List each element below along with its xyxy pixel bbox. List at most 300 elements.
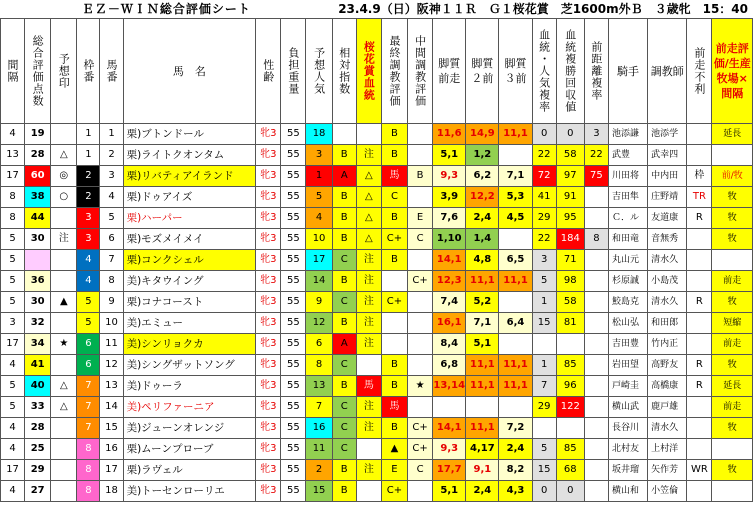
cell-ft3: 2,4	[499, 439, 532, 460]
cell-ft2: 11,1	[466, 418, 499, 439]
horse-row[interactable]	[1, 250, 753, 271]
cell-name: 美)トーセンローリエ	[123, 481, 256, 502]
cell-trainer: 庄野靖	[648, 187, 687, 208]
cell-trouble: WR	[687, 460, 712, 481]
cell-brv: 97	[556, 166, 584, 187]
cell-eval: 延長	[712, 376, 753, 397]
header-name	[123, 19, 256, 124]
cell-weight: 55	[281, 208, 306, 229]
cell-final: B	[381, 418, 407, 439]
cell-trainer: 竹内正	[648, 334, 687, 355]
cell-weight: 55	[281, 397, 306, 418]
header-label: 中間調教評価	[413, 35, 427, 107]
cell-jockey: 北村友	[608, 439, 647, 460]
cell-interval: 17	[1, 166, 25, 187]
cell-final: C	[381, 187, 407, 208]
cell-eval: 前走	[712, 334, 753, 355]
cell-mid	[408, 250, 433, 271]
cell-mark	[51, 271, 77, 292]
cell-waku: 5	[77, 292, 100, 313]
cell-blood	[356, 439, 381, 460]
race-info: 23.4.9（日）阪神１１Ｒ Ｇ１桜花賞 芝1600m外Ｂ ３歳牝 15：40	[332, 0, 752, 19]
cell-waku: 8	[77, 481, 100, 502]
cell-weight: 55	[281, 145, 306, 166]
cell-score: 34	[25, 334, 51, 355]
cell-blood: △	[356, 229, 381, 250]
cell-score: 25	[25, 439, 51, 460]
cell-jockey: 池添謙	[608, 124, 647, 145]
cell-ft2: 7,1	[466, 313, 499, 334]
cell-ft2: 2,4	[466, 208, 499, 229]
cell-name: 美)ジューンオレンジ	[123, 418, 256, 439]
cell-mid	[408, 481, 433, 502]
cell-rel: C	[332, 355, 356, 376]
cell-weight: 55	[281, 439, 306, 460]
cell-interval: 5	[1, 271, 25, 292]
cell-ft2: 11,1	[466, 376, 499, 397]
horse-row[interactable]	[1, 460, 753, 481]
cell-final: C+	[381, 481, 407, 502]
cell-waku: 1	[77, 124, 100, 145]
cell-pop: 9	[306, 292, 332, 313]
cell-ft2: 9,1	[466, 460, 499, 481]
cell-dist	[584, 208, 608, 229]
cell-uma: 7	[100, 250, 123, 271]
cell-mid	[408, 187, 433, 208]
cell-bpr: 0	[532, 481, 556, 502]
horse-row[interactable]	[1, 208, 753, 229]
header-label: 予想人気	[312, 47, 326, 95]
cell-trouble	[687, 481, 712, 502]
cell-bpr	[532, 334, 556, 355]
cell-name: 美)エミュー	[123, 313, 256, 334]
cell-final: B	[381, 208, 407, 229]
cell-eval	[712, 439, 753, 460]
cell-final: 馬	[381, 166, 407, 187]
cell-name: 美)ペリファーニア	[123, 397, 256, 418]
header-label: 間隔	[6, 59, 20, 83]
cell-jockey: 吉田豊	[608, 334, 647, 355]
cell-name: 栗)ラヴェル	[123, 460, 256, 481]
cell-brv: 58	[556, 145, 584, 166]
header-label: 脚質３前	[504, 57, 527, 85]
cell-eval	[712, 250, 753, 271]
header-trainer	[648, 19, 687, 124]
cell-final	[381, 334, 407, 355]
cell-dist	[584, 313, 608, 334]
header-label: 予想印	[57, 53, 71, 89]
cell-mid: C	[408, 229, 433, 250]
cell-score: 29	[25, 460, 51, 481]
header-mark	[51, 19, 77, 124]
cell-blood	[356, 355, 381, 376]
cell-interval: 4	[1, 355, 25, 376]
cell-weight: 55	[281, 418, 306, 439]
cell-weight: 55	[281, 292, 306, 313]
header-label: 総合評価点数	[31, 35, 45, 107]
cell-weight: 55	[281, 355, 306, 376]
cell-jockey: 戸崎圭	[608, 376, 647, 397]
horse-row[interactable]	[1, 145, 753, 166]
cell-jockey: 鮫島克	[608, 292, 647, 313]
cell-rel: A	[332, 334, 356, 355]
header-label: 最終調教評価	[387, 35, 401, 107]
cell-interval: 5	[1, 376, 25, 397]
horse-row[interactable]	[1, 439, 753, 460]
cell-brv: 85	[556, 439, 584, 460]
cell-ft1: 13,14	[433, 376, 466, 397]
cell-sex: 牝3	[256, 208, 281, 229]
cell-mark: ★	[51, 334, 77, 355]
cell-rel: C	[332, 418, 356, 439]
cell-uma: 10	[100, 313, 123, 334]
cell-ft1: 16,1	[433, 313, 466, 334]
cell-rel: B	[332, 376, 356, 397]
cell-mark: △	[51, 376, 77, 397]
header-ft2	[466, 19, 499, 124]
cell-brv: 58	[556, 292, 584, 313]
header-dist	[584, 19, 608, 124]
cell-trouble	[687, 439, 712, 460]
cell-jockey: 坂井瑠	[608, 460, 647, 481]
horse-row[interactable]	[1, 334, 753, 355]
header-label: 前距離複率	[589, 41, 603, 101]
cell-score: 41	[25, 355, 51, 376]
cell-pop: 11	[306, 439, 332, 460]
cell-jockey: 杉原誠	[608, 271, 647, 292]
cell-score: 44	[25, 208, 51, 229]
cell-pop: 6	[306, 334, 332, 355]
cell-waku: 1	[77, 145, 100, 166]
cell-mark: ○	[51, 187, 77, 208]
cell-brv: 0	[556, 124, 584, 145]
cell-sex: 牝3	[256, 313, 281, 334]
horse-row[interactable]	[1, 124, 753, 145]
cell-eval: 前/牧	[712, 166, 753, 187]
cell-trainer: 友道康	[648, 208, 687, 229]
cell-brv: 184	[556, 229, 584, 250]
cell-waku: 7	[77, 397, 100, 418]
cell-waku: 3	[77, 208, 100, 229]
cell-weight: 55	[281, 187, 306, 208]
cell-brv: 98	[556, 271, 584, 292]
cell-jockey: 横山和	[608, 481, 647, 502]
cell-pop: 7	[306, 397, 332, 418]
cell-score: 38	[25, 187, 51, 208]
cell-rel: B	[332, 145, 356, 166]
cell-mark	[51, 313, 77, 334]
cell-rel: B	[332, 229, 356, 250]
cell-trouble	[687, 145, 712, 166]
cell-trainer: 音無秀	[648, 229, 687, 250]
cell-bpr: 5	[532, 439, 556, 460]
cell-score: 28	[25, 145, 51, 166]
cell-ft1: 17,7	[433, 460, 466, 481]
cell-score: 60	[25, 166, 51, 187]
cell-ft3: 7,1	[499, 166, 532, 187]
cell-interval: 4	[1, 481, 25, 502]
horse-row[interactable]	[1, 355, 753, 376]
cell-sex: 牝3	[256, 250, 281, 271]
cell-waku: 8	[77, 460, 100, 481]
cell-ft3: 6,5	[499, 250, 532, 271]
cell-jockey: 武豊	[608, 145, 647, 166]
cell-rel	[332, 124, 356, 145]
cell-weight: 55	[281, 250, 306, 271]
cell-ft2: 4,17	[466, 439, 499, 460]
horse-row[interactable]	[1, 187, 753, 208]
header-label: 調教師	[650, 64, 684, 78]
cell-ft3: 6,4	[499, 313, 532, 334]
cell-trainer: 矢作芳	[648, 460, 687, 481]
cell-ft2	[466, 397, 499, 418]
cell-blood	[356, 481, 381, 502]
cell-brv: 85	[556, 355, 584, 376]
cell-dist: 3	[584, 124, 608, 145]
cell-ft3	[499, 292, 532, 313]
cell-name: 美)シンリョクカ	[123, 334, 256, 355]
cell-mark	[51, 418, 77, 439]
cell-bpr: 1	[532, 355, 556, 376]
cell-interval: 5	[1, 250, 25, 271]
cell-name: 栗)リバティアイランド	[123, 166, 256, 187]
cell-score: 30	[25, 229, 51, 250]
cell-uma: 9	[100, 292, 123, 313]
cell-blood: 注	[356, 460, 381, 481]
cell-trainer: 小島茂	[648, 271, 687, 292]
cell-mid: ★	[408, 376, 433, 397]
cell-jockey: 横山武	[608, 397, 647, 418]
cell-bpr: 7	[532, 376, 556, 397]
cell-mark: ▲	[51, 292, 77, 313]
cell-mark	[51, 208, 77, 229]
cell-rel: C	[332, 397, 356, 418]
cell-score: 40	[25, 376, 51, 397]
cell-ft3: 4,5	[499, 208, 532, 229]
cell-bpr: 0	[532, 124, 556, 145]
cell-bpr: 29	[532, 208, 556, 229]
header-rel	[332, 19, 356, 124]
cell-dist	[584, 481, 608, 502]
horse-row[interactable]	[1, 271, 753, 292]
cell-mark	[51, 460, 77, 481]
header-label: 桜花賞血統	[362, 41, 376, 101]
cell-ft3: 11,1	[499, 376, 532, 397]
cell-final: B	[381, 145, 407, 166]
cell-rel: B	[332, 187, 356, 208]
cell-brv: 122	[556, 397, 584, 418]
cell-ft2: 14,9	[466, 124, 499, 145]
cell-score: 27	[25, 481, 51, 502]
cell-name: 栗)ムーンプローブ	[123, 439, 256, 460]
header-trouble	[687, 19, 712, 124]
cell-trouble	[687, 124, 712, 145]
cell-interval: 4	[1, 418, 25, 439]
cell-ft1: 9,3	[433, 439, 466, 460]
cell-eval: 延長	[712, 124, 753, 145]
cell-pop: 16	[306, 418, 332, 439]
horse-row[interactable]	[1, 292, 753, 313]
cell-trouble: TR	[687, 187, 712, 208]
header-label: 前走評価/生産牧場×間隔	[713, 42, 751, 100]
cell-weight: 55	[281, 124, 306, 145]
cell-jockey: 丸山元	[608, 250, 647, 271]
cell-dist	[584, 397, 608, 418]
cell-name: 栗)モズメイメイ	[123, 229, 256, 250]
cell-mark	[51, 250, 77, 271]
cell-mid: C+	[408, 439, 433, 460]
header-bpr	[532, 19, 556, 124]
cell-bpr: 3	[532, 250, 556, 271]
cell-ft2: 4,8	[466, 250, 499, 271]
cell-name: 栗)コンクシェル	[123, 250, 256, 271]
cell-ft2: 2,4	[466, 481, 499, 502]
cell-ft1: 6,8	[433, 355, 466, 376]
cell-eval: 牧	[712, 460, 753, 481]
cell-interval: 4	[1, 439, 25, 460]
cell-weight: 55	[281, 460, 306, 481]
header-label: 相対指数	[337, 47, 351, 95]
cell-eval: 短縮	[712, 313, 753, 334]
cell-ft1: 9,3	[433, 166, 466, 187]
cell-trainer: 上村洋	[648, 439, 687, 460]
header-label: 性齢	[261, 59, 275, 83]
cell-uma: 16	[100, 439, 123, 460]
cell-ft3: 11,1	[499, 271, 532, 292]
cell-bpr: 41	[532, 187, 556, 208]
cell-sex: 牝3	[256, 481, 281, 502]
cell-sex: 牝3	[256, 397, 281, 418]
cell-brv: 95	[556, 208, 584, 229]
cell-dist	[584, 334, 608, 355]
cell-mid	[408, 355, 433, 376]
cell-sex: 牝3	[256, 124, 281, 145]
horse-row[interactable]	[1, 229, 753, 250]
cell-score: 19	[25, 124, 51, 145]
cell-ft3	[499, 145, 532, 166]
cell-bpr: 5	[532, 271, 556, 292]
cell-waku: 3	[77, 229, 100, 250]
cell-bpr: 15	[532, 460, 556, 481]
cell-score: 36	[25, 271, 51, 292]
cell-ft2: 12,2	[466, 187, 499, 208]
cell-bpr: 22	[532, 145, 556, 166]
cell-ft2: 5,1	[466, 334, 499, 355]
cell-mark	[51, 355, 77, 376]
cell-weight: 55	[281, 334, 306, 355]
cell-score: 33	[25, 397, 51, 418]
cell-blood: 注	[356, 397, 381, 418]
cell-bpr: 72	[532, 166, 556, 187]
header-uma	[100, 19, 123, 124]
cell-waku: 2	[77, 187, 100, 208]
header-label: 前走不利	[692, 47, 706, 95]
cell-uma: 18	[100, 481, 123, 502]
cell-name: 美)キタウイング	[123, 271, 256, 292]
cell-uma: 4	[100, 187, 123, 208]
cell-interval: 17	[1, 460, 25, 481]
cell-score: 28	[25, 418, 51, 439]
cell-dist	[584, 376, 608, 397]
horse-row[interactable]	[1, 376, 753, 397]
cell-jockey: Ｃ．ル	[608, 208, 647, 229]
header-label: 騎手	[617, 64, 640, 78]
header-label: 負担重量	[286, 47, 300, 95]
cell-eval: 牧	[712, 418, 753, 439]
cell-ft3: 5,3	[499, 187, 532, 208]
horse-row[interactable]	[1, 313, 753, 334]
cell-mark: △	[51, 397, 77, 418]
cell-trouble: R	[687, 355, 712, 376]
horse-row[interactable]	[1, 418, 753, 439]
cell-eval: 牧	[712, 229, 753, 250]
cell-sex: 牝3	[256, 145, 281, 166]
cell-sex: 牝3	[256, 376, 281, 397]
cell-mark: △	[51, 145, 77, 166]
cell-uma: 17	[100, 460, 123, 481]
cell-uma: 1	[100, 124, 123, 145]
cell-uma: 5	[100, 208, 123, 229]
header-label: 枠番	[81, 59, 95, 83]
cell-pop: 1	[306, 166, 332, 187]
cell-trouble	[687, 334, 712, 355]
horse-row[interactable]	[1, 166, 753, 187]
cell-mid	[408, 334, 433, 355]
cell-waku: 6	[77, 355, 100, 376]
cell-ft2: 11,1	[466, 355, 499, 376]
cell-pop: 5	[306, 187, 332, 208]
cell-eval: 前走	[712, 397, 753, 418]
cell-rel: C	[332, 250, 356, 271]
cell-mark: 注	[51, 229, 77, 250]
cell-final: B	[381, 355, 407, 376]
cell-dist	[584, 418, 608, 439]
cell-trouble	[687, 313, 712, 334]
cell-interval: 8	[1, 208, 25, 229]
cell-trouble	[687, 418, 712, 439]
cell-final: 馬	[381, 397, 407, 418]
cell-blood: 注	[356, 145, 381, 166]
header-label: 血統複勝回収値	[563, 29, 577, 113]
cell-mid	[408, 292, 433, 313]
cell-eval	[712, 481, 753, 502]
cell-jockey: 長谷川	[608, 418, 647, 439]
header-row	[1, 19, 753, 124]
cell-rel: C	[332, 292, 356, 313]
cell-ft1: 14,1	[433, 418, 466, 439]
cell-final	[381, 313, 407, 334]
cell-weight: 55	[281, 376, 306, 397]
cell-ft1: 7,6	[433, 208, 466, 229]
cell-dist	[584, 460, 608, 481]
cell-eval: 牧	[712, 292, 753, 313]
header-blood	[356, 19, 381, 124]
cell-rel: B	[332, 313, 356, 334]
cell-pop: 13	[306, 376, 332, 397]
horse-row[interactable]	[1, 397, 753, 418]
cell-mid: C+	[408, 418, 433, 439]
cell-ft3	[499, 397, 532, 418]
sheet-title: ＥＺ－ＷＩＮ総合評価シート	[1, 0, 333, 19]
cell-ft3	[499, 334, 532, 355]
cell-brv	[556, 418, 584, 439]
cell-bpr	[532, 418, 556, 439]
horse-row[interactable]	[1, 481, 753, 502]
cell-blood: 注	[356, 250, 381, 271]
cell-dist	[584, 250, 608, 271]
cell-ft1: 5,1	[433, 145, 466, 166]
cell-final	[381, 271, 407, 292]
